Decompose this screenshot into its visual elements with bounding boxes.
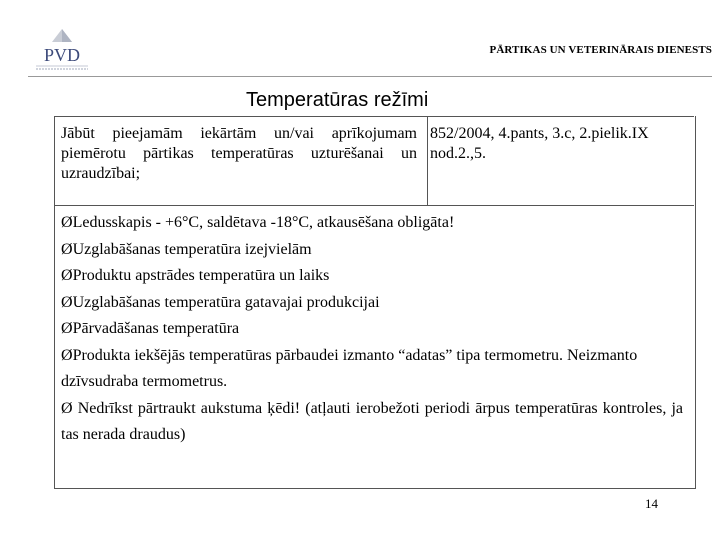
pvd-logo-icon — [28, 28, 96, 74]
table-column-divider — [427, 116, 428, 205]
svg-text:PVD: PVD — [43, 45, 81, 65]
requirement-cell: Jābūt pieejamām iekārtām un/vai aprīkojumam piemērotu pārtikas temperatūras uzturēšanai un uzraudzībai; — [61, 125, 417, 182]
list-item: Ø Nedrīkst pārtraukt aukstuma ķēdi! (atļauti ierobežoti periodi ārpus temperatūras kontroles, ja tas nerada draudus) — [61, 399, 683, 443]
bullet-list — [61, 210, 683, 449]
page-number: 14 — [645, 496, 658, 511]
regulation-reference-cell: 852/2004, 4.pants, 3.c, 2.pielik.IX nod.2.,5. — [430, 125, 649, 162]
header-divider — [28, 76, 712, 77]
table-top-border — [54, 116, 428, 117]
list-item: ØPārvadāšanas temperatūra — [61, 320, 240, 337]
pvd-logo — [28, 28, 96, 74]
list-item: ØProduktu apstrādes temperatūra un laiks — [61, 267, 330, 284]
arrow-bullet-icon: Ø — [61, 214, 73, 231]
arrow-bullet-icon: Ø — [61, 240, 73, 258]
arrow-bullet-icon: Ø — [61, 399, 73, 417]
list-item: ØUzglabāšanas temperatūra gatavajai produkcijai — [61, 293, 380, 311]
page-title: Temperatūras režīmi — [246, 89, 429, 111]
arrow-bullet-icon: Ø — [61, 267, 73, 284]
arrow-bullet-icon: Ø — [61, 293, 73, 311]
list-item: ØProdukta iekšējās temperatūras pārbaudei izmanto “adatas” tipa termometru. Neizmanto dzīvsudraba termometrus. — [61, 346, 638, 390]
list-item: ØLedusskapis - +6°C, saldētava -18°C, atkausēšana obligāta! — [61, 214, 455, 231]
organization-name: PĀRTIKAS UN VETERINĀRAIS DIENESTS — [489, 44, 712, 56]
arrow-bullet-icon: Ø — [61, 320, 73, 337]
table-top-border-right — [428, 116, 694, 117]
list-item: ØUzglabāšanas temperatūra izejvielām — [61, 240, 312, 258]
table-bottom-border — [54, 205, 694, 206]
arrow-bullet-icon: Ø — [61, 346, 73, 364]
